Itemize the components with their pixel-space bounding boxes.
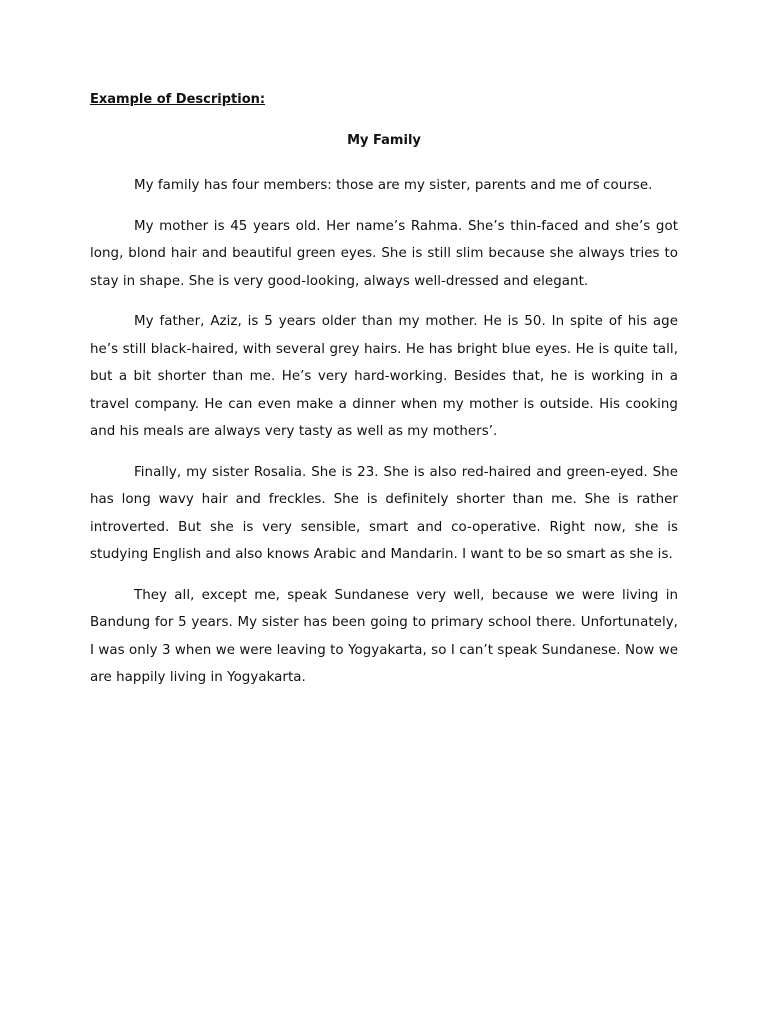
paragraph-intro: My family has four members: those are my sister, parents and me of course. [134, 178, 653, 193]
paragraph-conclusion: They all, except me, speak Sundanese very well, because we were living in Bandung for 5 years. My sister has been going to primary school there. Unfortunately, I was only 3 when we were leaving to Yogyakarta, so I can’t speak Sundanese. Now we are happily living in Yogyakarta. [90, 587, 678, 685]
section-heading: Example of Description: [90, 92, 266, 107]
paragraph-mother: My mother is 45 years old. Her name’s Rahma. She’s thin-faced and she’s got long, blond hair and beautiful green eyes. She is still slim because she always tries to stay in shape. She is very good-looking, always well-dressed and elegant. [90, 218, 678, 289]
paragraph-father: My father, Aziz, is 5 years older than my mother. He is 50. In spite of his age he’s still black-haired, with several grey hairs. He has bright blue eyes. He is quite tall, but a bit shorter than me. He’s very hard-working. Besides that, he is working in a travel company. He can even make a dinner when my mother is outside. His cooking and his meals are always very tasty as well as my mothers’. [90, 314, 678, 439]
document-title: My Family [347, 133, 421, 148]
paragraph-sister: Finally, my sister Rosalia. She is 23. She is also red-haired and green-eyed. She has long wavy hair and freckles. She is definitely shorter than me. She is rather introverted. But she is very sensible, smart and co-operative. Right now, she is studying English and also knows Arabic and Mandarin. I want to be so smart as she is. [90, 464, 678, 562]
document-body [90, 172, 678, 705]
